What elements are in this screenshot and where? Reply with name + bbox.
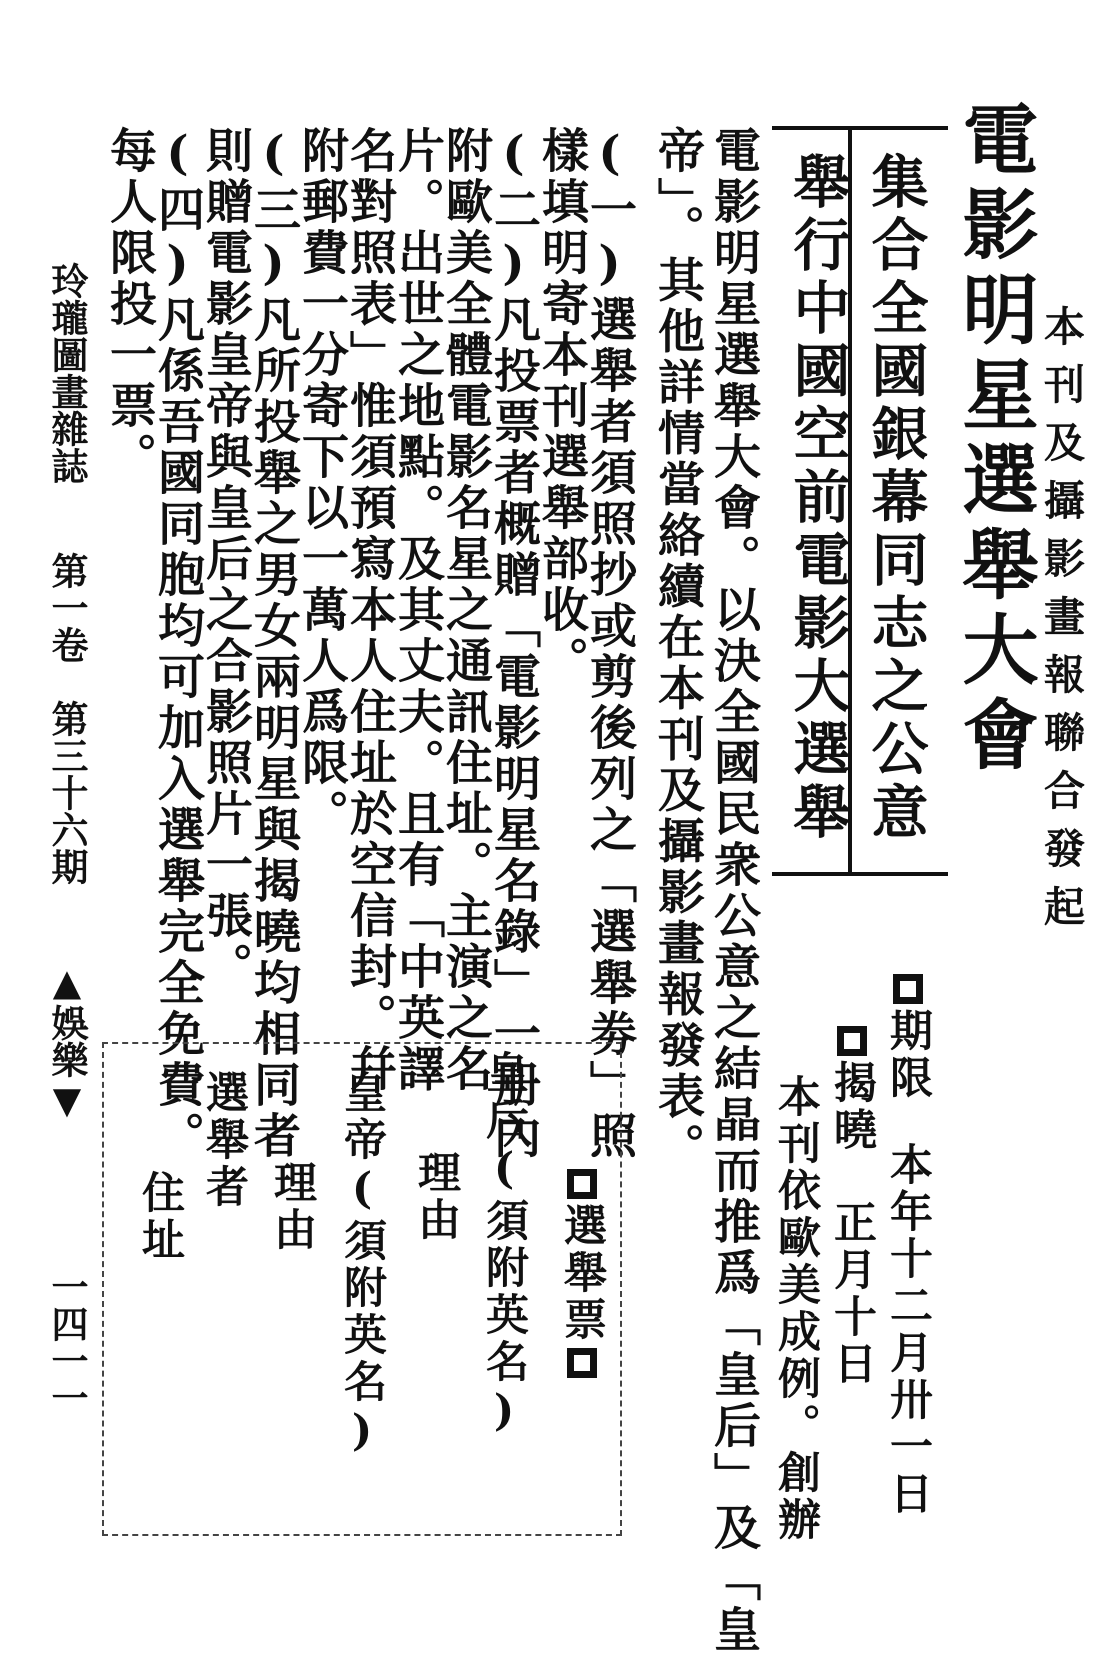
- rule-line: (四)凡係吾國同胞均可加入選舉完全免費。: [150, 126, 205, 1162]
- ballot-reason-2: 理由: [267, 1160, 317, 1254]
- footer-section: ▲娛樂▼: [45, 960, 89, 1122]
- rule-bottom: [772, 872, 948, 876]
- footer-magazine: 玲瓏圖畫雜誌: [45, 262, 89, 484]
- announce-label: 揭曉: [827, 1060, 877, 1154]
- deadline-value: 本年十二月卅一日: [883, 1142, 933, 1518]
- rule-line: (一)選舉者須照抄或剪後列之「選舉劵」照: [582, 126, 637, 1162]
- ballot-voter: 選舉者: [199, 1070, 249, 1211]
- sponsor-line: 本刊及攝影畫報聯合發起: [1037, 305, 1085, 943]
- square-bullet-icon: [837, 1026, 867, 1056]
- subtitle-line1: 集合全國銀幕同志之公意: [862, 152, 929, 845]
- square-bullet-icon: [567, 1348, 597, 1378]
- ballot-heading: 選舉票: [557, 1203, 607, 1344]
- rule-line: (三)凡所投舉之男女兩明星與揭曉均相同者: [246, 126, 301, 1162]
- square-bullet-icon: [893, 974, 923, 1004]
- rule-line: (二)凡投票者概贈「電影明星名錄」一册內: [486, 126, 541, 1162]
- page-title: 電影明星選舉大會: [950, 100, 1039, 780]
- rule-line: 每人限投一票。: [102, 126, 157, 483]
- announce-row: [822, 1022, 883, 1388]
- intro-line-1: 電影明星選舉大會。以決全國民衆公意之結晶而推爲「皇后」及「皇: [706, 126, 761, 1656]
- footer-page-number: 一四一一: [45, 1268, 89, 1416]
- rule-line: 附歐美全體電影名星之通訊住址。主演之名: [438, 126, 493, 1095]
- announce-value: 正月十日: [827, 1200, 877, 1388]
- rule-top: [772, 126, 948, 130]
- rule-line: 片。出世之地點。及其丈夫。且有「中英譯: [390, 126, 445, 1095]
- deadline-label: 期限: [883, 1008, 933, 1102]
- ballot-address: 住址: [135, 1170, 185, 1264]
- rule-line: 樣填明寄本刊選舉部收。: [534, 126, 589, 687]
- ballot-queen: 皇后(須附英名): [479, 1050, 529, 1440]
- subtitle-line2: 舉行中國空前電影大選舉: [784, 152, 851, 845]
- deadline-row: [878, 970, 939, 1518]
- rule-line: 名對照表」惟須預寫本人住址於空信封。幷: [342, 126, 397, 1095]
- footer-issue: 第三十六期: [45, 700, 89, 885]
- square-bullet-icon: [567, 1169, 597, 1199]
- ballot-reason-1: 理由: [411, 1150, 461, 1244]
- footer-volume: 第一卷: [45, 552, 89, 663]
- rule-line: 則贈電影皇帝與皇后之合影照片一張。: [198, 126, 253, 993]
- ballot-emperor: 皇帝(須附英名): [337, 1070, 387, 1460]
- ballot-heading-row: [552, 1165, 613, 1382]
- intro-line-2: 帝」。其他詳情當絡續在本刊及攝影畫報發表。: [650, 126, 705, 1174]
- schedule-note: 本刊依歐美成例。創辦: [771, 1074, 821, 1544]
- rule-line: 附郵費一分寄下以一萬人爲限。: [294, 126, 349, 840]
